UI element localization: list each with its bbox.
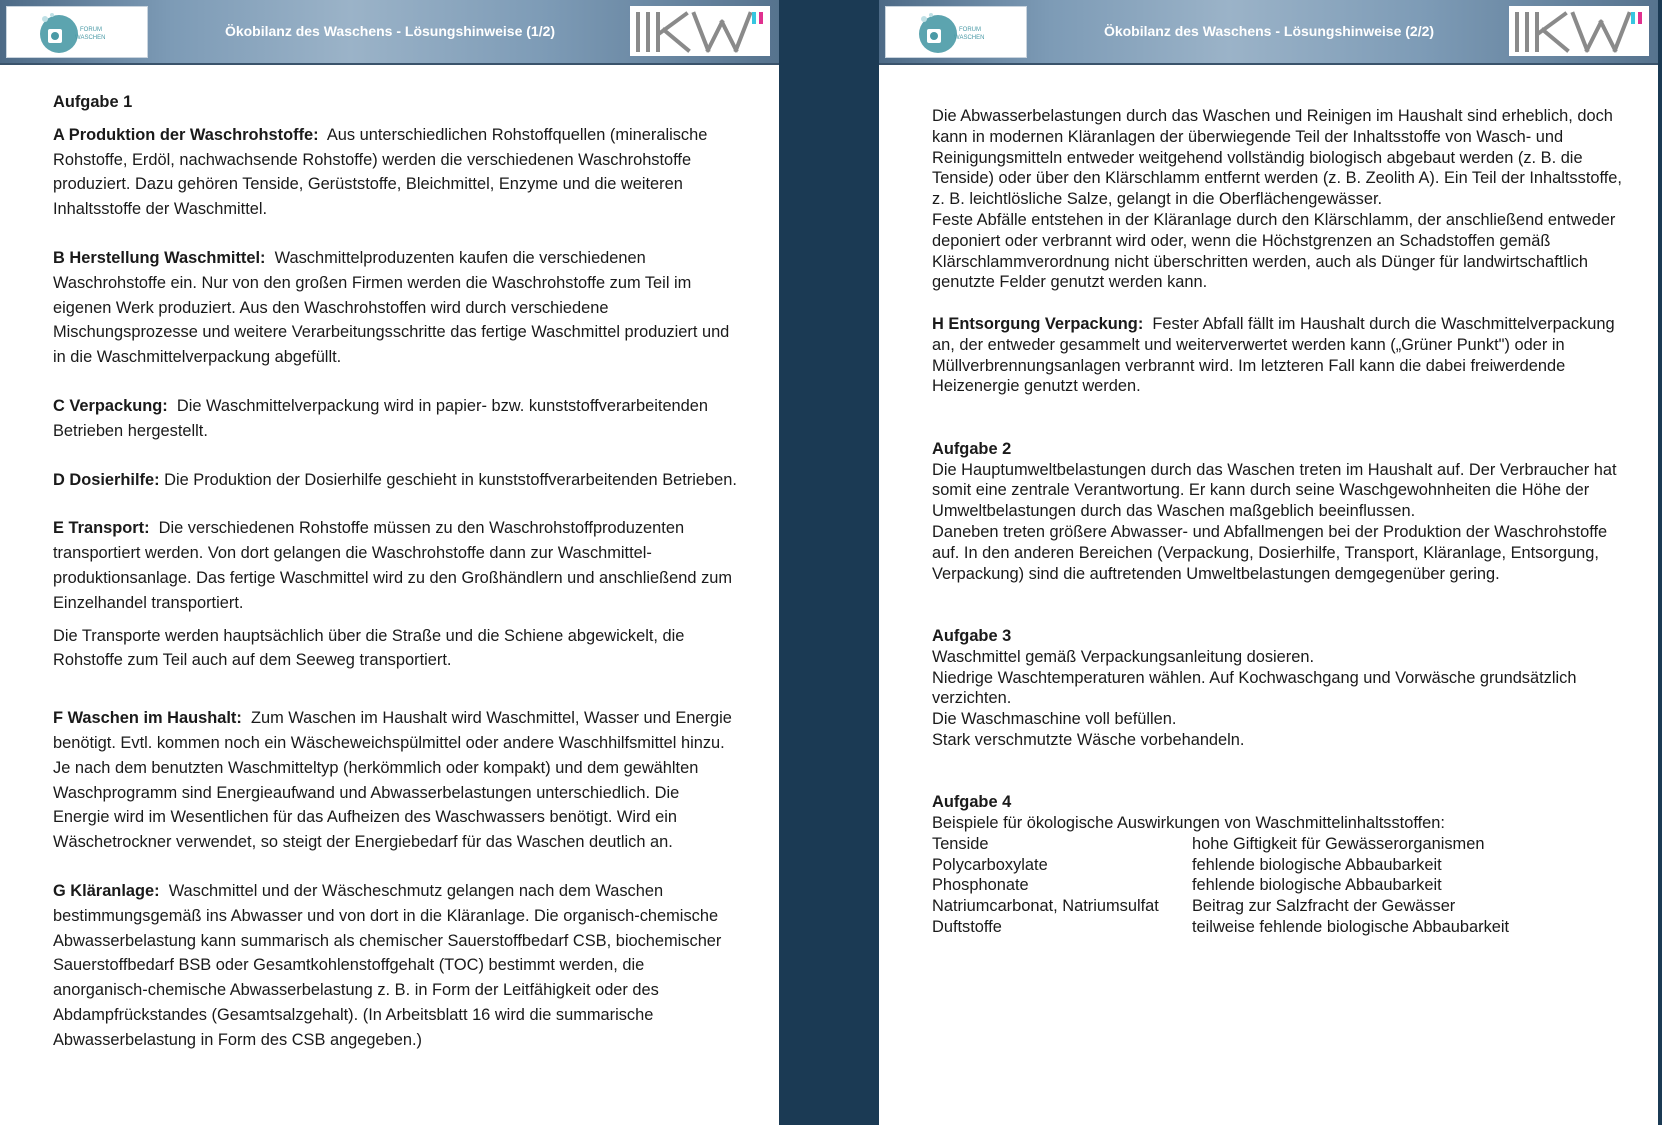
- page1-body: [53, 90, 738, 1053]
- aufgabe-3-line: Niedrige Waschtemperaturen wählen. Auf Kochwaschgang und Vorwäsche grundsätzlich verzichten.: [932, 668, 1577, 708]
- aufgabe-4-intro: Beispiele für ökologische Auswirkungen von Waschmittelinhaltsstoffen:: [932, 814, 1445, 833]
- example-effect: hohe Giftigkeit für Gewässerorganismen: [1192, 834, 1485, 853]
- logo-waschen-text: WASCHEN: [954, 35, 985, 41]
- section-b-title: B Herstellung Waschmittel:: [53, 248, 266, 267]
- example-effect: fehlende biologische Abbaubarkeit: [1192, 855, 1442, 874]
- section-h-title: H Entsorgung Verpackung:: [932, 314, 1144, 333]
- section-c-title: C Verpackung:: [53, 396, 168, 415]
- example-substance: Polycarboxylate: [932, 855, 1048, 874]
- forum-waschen-logo: [6, 6, 148, 58]
- section-g: [53, 879, 738, 1053]
- example-effect: Beitrag zur Salzfracht der Gewässer: [1192, 897, 1456, 916]
- aufgabe-1-heading: Aufgabe 1: [53, 93, 133, 111]
- page-header: [0, 0, 779, 65]
- section-g-continued-2: Feste Abfälle entstehen in der Kläranlage durch den Klärschlamm, der anschließend entweder deponiert oder verbrannt wird oder, wenn die Höchstgrenzen an Schadstoffen gemäß Klärschlammverordnung nicht überschritten werden, auch als Dünger für landwirtschaftlich genutzte Felder genutzt werden kann.: [932, 210, 1616, 292]
- section-f: [53, 706, 738, 855]
- aufgabe-2-text-1: Die Hauptumweltbelastungen durch das Waschen treten im Haushalt auf. Der Verbraucher hat somit eine zentrale Verantwortung. Er kann durch seine Waschgewohnheiten die Höhe der Umweltbelastungen durch das Waschen maßgeblich beeinflussen.: [932, 460, 1617, 521]
- aufgabe-3-heading: Aufgabe 3: [932, 626, 1012, 645]
- page2-body: [932, 106, 1622, 938]
- logo-waschen-text: WASCHEN: [75, 35, 106, 41]
- example-effect: teilweise fehlende biologische Abbaubarkeit: [1192, 918, 1510, 937]
- section-d-title: D Dosierhilfe:: [53, 470, 160, 489]
- section-f-title: F Waschen im Haushalt:: [53, 709, 242, 728]
- example-substance: Phosphonate: [932, 876, 1029, 895]
- example-substance: Natriumcarbonat, Natriumsulfat: [932, 897, 1159, 916]
- section-b-text: Waschmittelproduzenten kaufen die verschiedenen Waschrohstoffe ein. Nur von den großen Firmen werden die Waschrohstoffe zum Teil im eigenen Werk produziert. Aus den Waschrohstoffen wird durch verschiedene Mischungsprozesse und weitere Verarbeitungsschritte das fertige Waschmittel produziert und in die Waschmittelverpackung abgefüllt.: [53, 248, 730, 367]
- section-h-text: Fester Abfall fällt im Haushalt durch die Waschmittelverpackung an, der entweder gesammelt und weiterverwertet werden kann („Grüner Punkt") oder in Müllverbrennungsanlagen verbrannt wird. Im letzteren Fall kann die dabei freiwerdende Heizenergie genutzt werden.: [932, 314, 1615, 396]
- example-substance: Duftstoffe: [932, 918, 1002, 937]
- example-effect: fehlende biologische Abbaubarkeit: [1192, 876, 1442, 895]
- ikw-logo: [630, 6, 770, 56]
- page-title: Ökobilanz des Waschens - Lösungshinweise (2/2): [1103, 23, 1435, 39]
- section-a: [53, 123, 738, 222]
- example-row: [932, 855, 1622, 876]
- section-d-text: Die Produktion der Dosierhilfe geschieht in kunststoffverarbeitenden Betrieben.: [164, 470, 737, 489]
- section-g-continued: Die Abwasserbelastungen durch das Waschen und Reinigen im Haushalt sind erheblich, doch kann in modernen Kläranlagen der überwiegende Teil der Inhaltsstoffe von Wasch- und Reinigungsmitteln entweder weitgehend vollständig biologisch abgebaut werden (z. B. die Tenside) oder über den Klärschlamm entfernt werden (z. B. Zeolith A). Ein Teil der Inhaltsstoffe, z. B. leichtlösliche Salze, gelangt in die Oberflächengewässer.: [932, 107, 1622, 209]
- example-row: [932, 896, 1622, 917]
- section-g-text: Waschmittel und der Wäscheschmutz gelangen nach dem Waschen bestimmungsgemäß ins Abwasser und von dort in die Kläranlage. Die organisch-chemische Abwasserbelastung kann summarisch als chemischer Sauerstoffbedarf CSB, biochemischer Sauerstoffbedarf BSB oder Gesamtkohlenstoffgehalt (TOC) bestimmt werden, die anorganisch-chemische Abwasserbelastung z. B. in Form der Leitfähigkeit oder des Abdampfrückstandes (Gesamtsalzgehalt). (In Arbeitsblatt 16 wird die summarische Abwasserbelastung in Form des CSB angegeben.): [53, 881, 722, 1049]
- section-a-title: A Produktion der Waschrohstoffe:: [53, 125, 319, 144]
- forum-waschen-logo: [885, 6, 1027, 58]
- example-row: [932, 917, 1622, 938]
- logo-forum-text: FORUM: [959, 27, 981, 33]
- section-f-text: Zum Waschen im Haushalt wird Waschmittel, Wasser und Energie benötigt. Evtl. kommen noch ein Wäscheweichspülmittel oder andere Waschhilfsmittel hinzu. Je nach dem benutzten Waschmitteltyp (herkömmlich oder kompakt) und dem gewählten Waschprogramm sind Energieaufwand und Abwasserbelastungen unterschiedlich. Die Energie wird im Wesentlichen für das Aufheizen des Waschwassers benötigt. Wird ein Wäschetrockner verwendet, so steigt der Energiebedarf für das Waschen deutlich an.: [53, 709, 732, 852]
- aufgabe-3-line: Waschmittel gemäß Verpackungsanleitung dosieren.: [932, 647, 1315, 666]
- page-header: [879, 0, 1658, 65]
- section-e-text-2: Die Transporte werden hauptsächlich über die Straße und die Schiene abgewickelt, die Rohstoffe zum Teil auch auf dem Seeweg transportiert.: [53, 626, 685, 670]
- example-row: [932, 875, 1622, 896]
- document-page-1: [0, 0, 779, 1125]
- aufgabe-2-text-2: Daneben treten größere Abwasser- und Abfallmengen bei der Produktion der Waschrohstoffe auf. In den anderen Bereichen (Verpackung, Dosierhilfe, Transport, Kläranlage, Entsorgung, Verpackung) sind die auftretenden Umweltbelastungen demgegenüber gering.: [932, 522, 1608, 583]
- section-e-text: Die verschiedenen Rohstoffe müssen zu den Waschrohstoffproduzenten transportiert werden. Von dort gelangen die Waschrohstoffe dann zur Waschmittel-produktionsanlage. Das fertige Waschmittel wird zu den Großhändlern und anschließend zum Einzelhandel transportiert.: [53, 519, 733, 612]
- aufgabe-2-heading: Aufgabe 2: [932, 439, 1012, 458]
- section-b: [53, 246, 738, 370]
- page-title: Ökobilanz des Waschens - Lösungshinweise (1/2): [224, 23, 556, 39]
- ikw-logo: [1509, 6, 1649, 56]
- aufgabe-4-heading: Aufgabe 4: [932, 793, 1012, 812]
- section-e-title: E Transport:: [53, 519, 150, 538]
- aufgabe-3-line: Stark verschmutzte Wäsche vorbehandeln.: [932, 730, 1245, 749]
- section-g-title: G Kläranlage:: [53, 881, 160, 900]
- aufgabe-3-line: Die Waschmaschine voll befüllen.: [932, 710, 1177, 729]
- section-c: [53, 394, 738, 444]
- example-substance: Tenside: [932, 834, 989, 853]
- section-h: [932, 314, 1622, 397]
- logo-forum-text: FORUM: [80, 27, 102, 33]
- section-a-text: Aus unterschiedlichen Rohstoffquellen (mineralische Rohstoffe, Erdöl, nachwachsende Rohstoffe) werden die verschiedenen Waschrohstoffe produziert. Dazu gehören Tenside, Gerüststoffe, Bleichmittel, Enzyme und die weiteren Inhaltsstoffe der Waschmittel.: [53, 125, 708, 219]
- example-row: [932, 834, 1622, 855]
- section-d: [53, 468, 738, 493]
- section-e: [53, 516, 738, 615]
- document-page-2: [879, 0, 1658, 1125]
- section-c-text: Die Waschmittelverpackung wird in papier- bzw. kunststoffverarbeitenden Betrieben hergestellt.: [53, 396, 709, 440]
